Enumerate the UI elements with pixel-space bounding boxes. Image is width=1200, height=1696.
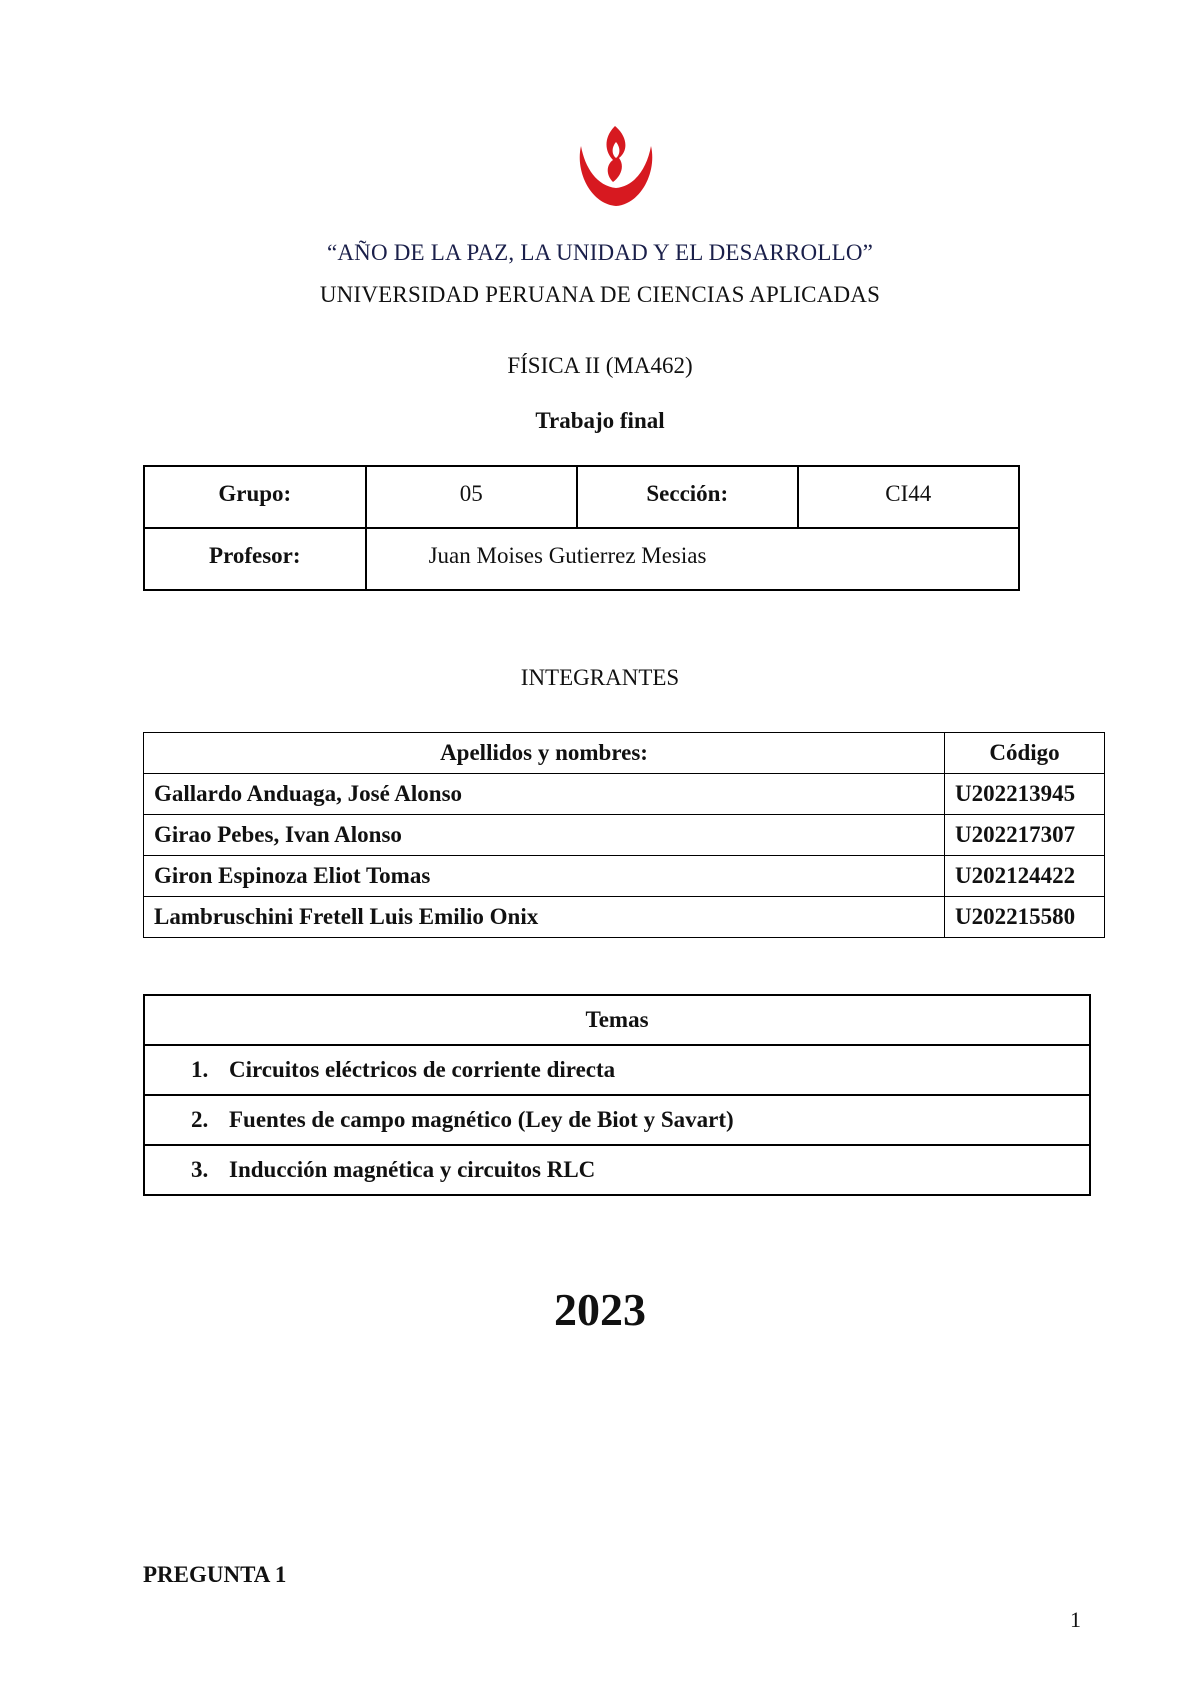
year-text: 2023	[554, 1284, 646, 1335]
table-row	[144, 856, 1105, 897]
seccion-value: CI44	[798, 466, 1019, 528]
question-heading: PREGUNTA 1	[143, 1562, 287, 1587]
group-info-table	[143, 465, 1020, 591]
member-code: U202215580	[945, 897, 1105, 938]
profesor-label: Profesor:	[144, 528, 366, 590]
upc-logo-icon	[575, 124, 657, 210]
topic-text: Fuentes de campo magnético (Ley de Biot y Savart)	[229, 1107, 734, 1132]
motto-text: “AÑO DE LA PAZ, LA UNIDAD Y EL DESARROLLO”	[326, 240, 874, 265]
member-name: Girao Pebes, Ivan Alonso	[144, 815, 945, 856]
university-name: UNIVERSIDAD PERUANA DE CIENCIAS APLICADAS	[319, 282, 881, 307]
topic-number: 1.	[191, 1057, 209, 1082]
member-code: U202213945	[945, 774, 1105, 815]
member-name: Giron Espinoza Eliot Tomas	[144, 856, 945, 897]
document-subtitle: Trabajo final	[535, 408, 665, 433]
topic-text: Inducción magnética y circuitos RLC	[229, 1157, 596, 1182]
member-code: U202217307	[945, 815, 1105, 856]
page-number: 1	[1070, 1607, 1081, 1632]
list-item	[144, 1145, 1090, 1195]
table-row	[144, 897, 1105, 938]
integrantes-heading: INTEGRANTES	[520, 665, 680, 690]
grupo-value: 05	[366, 466, 577, 528]
column-header-code: Código	[945, 733, 1105, 774]
grupo-label: Grupo:	[144, 466, 366, 528]
topics-heading: Temas	[144, 995, 1090, 1045]
seccion-label: Sección:	[577, 466, 798, 528]
members-table	[143, 732, 1105, 938]
list-item	[144, 1095, 1090, 1145]
topic-number: 3.	[191, 1157, 209, 1182]
topic-number: 2.	[191, 1107, 209, 1132]
table-row	[144, 815, 1105, 856]
list-item	[144, 1045, 1090, 1095]
topic-text: Circuitos eléctricos de corriente directa	[229, 1057, 616, 1082]
column-header-name: Apellidos y nombres:	[144, 733, 945, 774]
course-title: FÍSICA II (MA462)	[507, 353, 693, 378]
member-name: Gallardo Anduaga, José Alonso	[144, 774, 945, 815]
topics-table	[143, 994, 1091, 1196]
profesor-value: Juan Moises Gutierrez Mesias	[366, 528, 1019, 590]
table-row	[144, 774, 1105, 815]
member-code: U202124422	[945, 856, 1105, 897]
member-name: Lambruschini Fretell Luis Emilio Onix	[144, 897, 945, 938]
